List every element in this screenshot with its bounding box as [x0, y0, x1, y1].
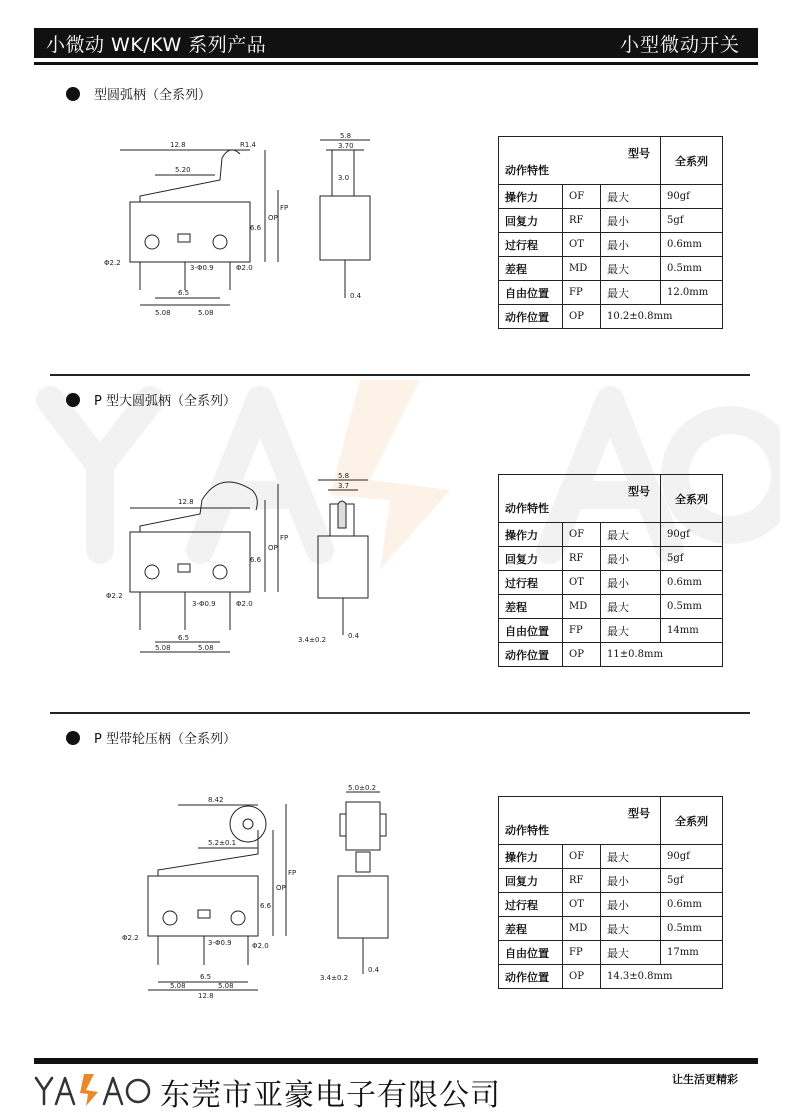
dim-width-label: 12.8 [198, 992, 214, 1000]
row-value: 0.6mm [661, 893, 723, 917]
row-label: 动作位置 [499, 305, 563, 329]
section-2-title-text: P 型大圆弧柄（全系列） [94, 394, 236, 409]
table-row [499, 257, 723, 281]
row-code: FP [563, 619, 601, 643]
row-limit: 最大 [601, 523, 661, 547]
header-rule [34, 62, 758, 65]
row-limit: 最大 [601, 845, 661, 869]
row-code: OT [563, 571, 601, 595]
row-limit: 最大 [601, 185, 661, 209]
dim-side-inner-label: 3.7 [338, 482, 350, 490]
row-code: FP [563, 941, 601, 965]
row-limit: 最小 [601, 547, 661, 571]
section-1-title-text: 型圆弧柄（全系列） [94, 88, 212, 103]
row-limit: 最小 [601, 571, 661, 595]
table-row [499, 643, 723, 667]
row-value: 5gf [661, 209, 723, 233]
all-series-label: 全系列 [661, 797, 723, 845]
table-row [499, 965, 723, 989]
row-code: OP [563, 965, 601, 989]
row-value: 0.5mm [661, 257, 723, 281]
dim-lever-label: 5.20 [175, 166, 191, 174]
section-divider [50, 374, 750, 376]
row-limit: 最小 [601, 869, 661, 893]
table-row [499, 941, 723, 965]
dim-radius-label: R1.4 [240, 141, 256, 149]
row-value: 5gf [661, 869, 723, 893]
model-label: 型号 [628, 807, 650, 820]
dim-hole2-dia-label: Φ2.0 [236, 264, 253, 272]
section-2-front-drawing [100, 470, 290, 660]
dim-pin-thick-label: 0.4 [348, 632, 360, 640]
row-limit: 最大 [601, 917, 661, 941]
char-label: 动作特性 [505, 502, 549, 515]
row-value: 5gf [661, 547, 723, 571]
dim-hole-dia-label: Φ2.2 [104, 259, 121, 267]
dim-pin-len-label: 3.4±0.2 [320, 974, 349, 982]
row-label: 过行程 [499, 571, 563, 595]
all-series-label: 全系列 [661, 475, 723, 523]
model-label: 型号 [628, 485, 650, 498]
table-row [499, 233, 723, 257]
row-code: OF [563, 185, 601, 209]
dim-pin-right-label: 5.08 [198, 309, 214, 317]
company-name: 东莞市亚豪电子有限公司 [160, 1078, 501, 1113]
table-header-corner [499, 797, 661, 845]
row-limit: 最小 [601, 893, 661, 917]
dim-pin-dia-label: 3-Φ0.9 [192, 600, 216, 608]
row-label: 回复力 [499, 547, 563, 571]
table-row [499, 523, 723, 547]
table-row [499, 893, 723, 917]
dim-width-label: 12.8 [170, 141, 186, 149]
row-limit: 最小 [601, 233, 661, 257]
header-product-title: 小型微动开关 [619, 34, 740, 56]
row-code: OF [563, 523, 601, 547]
bullet-icon [66, 731, 80, 745]
row-code: RF [563, 209, 601, 233]
table-header-corner [499, 137, 661, 185]
dim-pitch-label: 6.5 [178, 289, 190, 297]
section-1-front-drawing [100, 130, 290, 320]
section-1-spec-table [498, 136, 723, 329]
row-value: 90gf [661, 845, 723, 869]
row-value: 10.2±0.8mm [601, 305, 723, 329]
char-label: 动作特性 [505, 824, 549, 837]
row-label: 自由位置 [499, 281, 563, 305]
row-limit: 最大 [601, 281, 661, 305]
row-label: 差程 [499, 257, 563, 281]
dim-fp-label: FP [280, 534, 289, 542]
row-label: 自由位置 [499, 941, 563, 965]
dim-pin-right-label: 5.08 [198, 644, 214, 652]
dim-op-label: OP [268, 544, 278, 552]
dim-actuator-label: 3.0 [338, 174, 350, 182]
dim-height-label: 6.6 [260, 902, 272, 910]
row-label: 自由位置 [499, 619, 563, 643]
dim-lever-label: 5.2±0.1 [208, 839, 237, 847]
row-label: 回复力 [499, 869, 563, 893]
dim-side-width-label: 5.8 [340, 132, 352, 140]
table-row [499, 305, 723, 329]
header-series-title: 小微动 WK/KW 系列产品 [46, 34, 267, 56]
section-3-title-text: P 型带轮压柄（全系列） [94, 732, 236, 747]
dim-width-label: 12.8 [178, 498, 194, 506]
row-value: 11±0.8mm [601, 643, 723, 667]
section-2-title [66, 390, 236, 409]
table-header-corner [499, 475, 661, 523]
row-limit: 最大 [601, 941, 661, 965]
dim-hole-dia-label: Φ2.2 [122, 934, 139, 942]
row-limit: 最大 [601, 257, 661, 281]
table-row [499, 619, 723, 643]
company-logo [34, 1072, 154, 1108]
char-label: 动作特性 [505, 164, 549, 177]
row-code: OT [563, 893, 601, 917]
dim-fp-label: FP [288, 869, 297, 877]
dim-pin-left-label: 5.08 [170, 982, 186, 990]
dim-height-label: 6.6 [250, 224, 262, 232]
row-value: 0.6mm [661, 571, 723, 595]
dim-pin-thick-label: 0.4 [368, 966, 380, 974]
row-code: FP [563, 281, 601, 305]
row-value: 14.3±0.8mm [601, 965, 723, 989]
table-row [499, 571, 723, 595]
table-row [499, 595, 723, 619]
dim-pin-left-label: 5.08 [155, 309, 171, 317]
dim-hole2-dia-label: Φ2.0 [252, 942, 269, 950]
row-label: 动作位置 [499, 643, 563, 667]
company-slogan: 让生活更精彩 [672, 1073, 738, 1086]
table-row [499, 547, 723, 571]
dim-pin-dia-label: 3-Φ0.9 [208, 939, 232, 947]
dim-side-width-label: 5.8 [338, 472, 350, 480]
table-row [499, 917, 723, 941]
dim-hole-dia-label: Φ2.2 [106, 592, 123, 600]
table-row [499, 209, 723, 233]
row-label: 操作力 [499, 523, 563, 547]
row-limit: 最大 [601, 595, 661, 619]
dim-pitch-label: 6.5 [178, 634, 190, 642]
dim-pin-left-label: 5.08 [155, 644, 171, 652]
row-label: 差程 [499, 595, 563, 619]
section-3-title [66, 728, 236, 747]
section-divider [50, 712, 750, 714]
row-label: 操作力 [499, 185, 563, 209]
dim-height-label: 6.6 [250, 556, 262, 564]
row-code: OT [563, 233, 601, 257]
dim-lever-len-label: 8.42 [208, 796, 224, 804]
row-code: RF [563, 869, 601, 893]
row-value: 14mm [661, 619, 723, 643]
row-code: MD [563, 917, 601, 941]
dim-side-inner-label: 3.70 [338, 142, 354, 150]
row-value: 0.5mm [661, 917, 723, 941]
table-row [499, 185, 723, 209]
section-2-side-drawing [298, 470, 380, 645]
dim-fp-label: FP [280, 204, 289, 212]
row-value: 90gf [661, 185, 723, 209]
row-limit: 最大 [601, 619, 661, 643]
dim-op-label: OP [268, 214, 278, 222]
dim-pin-thick-label: 0.4 [350, 292, 362, 300]
row-label: 动作位置 [499, 965, 563, 989]
row-label: 过行程 [499, 233, 563, 257]
dim-pin-len-label: 3.4±0.2 [298, 636, 327, 644]
footer-rule [34, 1058, 758, 1064]
dim-op-label: OP [276, 884, 286, 892]
section-2-spec-table [498, 474, 723, 667]
table-row [499, 869, 723, 893]
dim-side-width-label: 5.0±0.2 [348, 784, 377, 792]
row-code: OP [563, 643, 601, 667]
table-row [499, 845, 723, 869]
row-label: 操作力 [499, 845, 563, 869]
section-3-front-drawing [108, 790, 298, 1000]
bullet-icon [66, 87, 80, 101]
bullet-icon [66, 393, 80, 407]
row-limit: 最小 [601, 209, 661, 233]
row-value: 90gf [661, 523, 723, 547]
all-series-label: 全系列 [661, 137, 723, 185]
section-1-title [66, 84, 211, 103]
header-bar [34, 28, 758, 58]
dim-pin-right-label: 5.08 [218, 982, 234, 990]
row-code: MD [563, 595, 601, 619]
dim-hole2-dia-label: Φ2.0 [236, 600, 253, 608]
row-label: 差程 [499, 917, 563, 941]
dim-pitch-label: 6.5 [200, 973, 212, 981]
row-value: 12.0mm [661, 281, 723, 305]
row-code: OP [563, 305, 601, 329]
table-row [499, 281, 723, 305]
row-code: RF [563, 547, 601, 571]
row-value: 0.5mm [661, 595, 723, 619]
section-3-spec-table [498, 796, 723, 989]
model-label: 型号 [628, 147, 650, 160]
row-value: 0.6mm [661, 233, 723, 257]
row-code: OF [563, 845, 601, 869]
row-value: 17mm [661, 941, 723, 965]
section-1-side-drawing [310, 130, 380, 305]
row-label: 过行程 [499, 893, 563, 917]
dim-pin-dia-label: 3-Φ0.9 [190, 264, 214, 272]
row-code: MD [563, 257, 601, 281]
section-3-side-drawing [318, 784, 400, 984]
row-label: 回复力 [499, 209, 563, 233]
